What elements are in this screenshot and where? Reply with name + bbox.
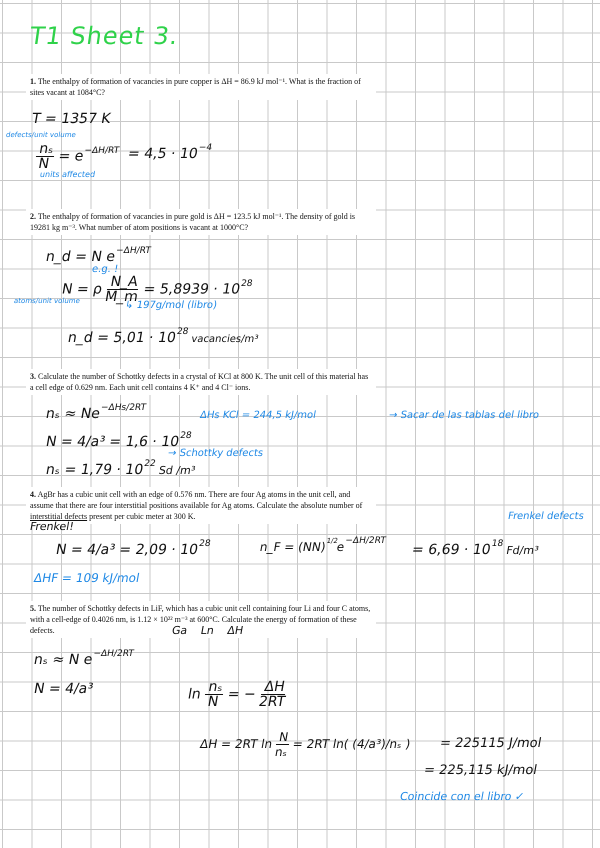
p4-nf-result: = $6,69 \cdot 10^{18}$ Fd/m³ [410,539,540,558]
p5-dh-result-kj: = 225,115 kJ/mol [422,763,539,778]
p4-line1: $N = 4/a^3 = 2,09 \cdot 10^{28}$ [54,539,212,558]
p1-label-bottom: units affected [39,170,96,179]
p4-frenkel-label: Frenkel! [28,520,75,533]
problem-2 [26,209,376,235]
p1-label-top: defects/unit volume [5,131,77,139]
p5-dh-equation: ΔH = 2RT ln $\frac{N}{\text{nₛ}}$ = 2RT ln( (4/a³)/nₛ ) [198,730,412,759]
problem-2-text: The enthalpy of formation of vacancies in pure gold is ΔH = 123.5 kJ mol⁻¹. The density of gold is 19281 kg m⁻³. What number of atom positions is vacant at 1000°C? [30,212,356,232]
p1-temperature: T = 1357 K [30,111,112,127]
p4-frenkel-note: Frenkel defects [507,511,585,522]
problem-5-number: 5. [30,604,36,613]
p2-avogadro-note: e.g. ! [91,264,120,275]
problem-1-number: 1. [30,77,36,86]
p5-dh-result: = 225115 J/mol [438,736,543,751]
p5-under-notes: Ga Ln ΔH [170,624,245,637]
p5-line1: nₛ ≈ N $e^{-\Delta H/2RT}$ [32,649,135,668]
p3-schottky-note: → Schottky defects [167,448,265,459]
p2-line3: n_d = $5,01 \cdot 10^{28}$ vacancies/m³ [66,327,260,346]
p2-left-note: atoms/unit volume [13,297,81,305]
p3-line2: $N = 4/a^3 = 1,6 \cdot 10^{28}$ [44,431,193,450]
problem-1 [26,74,376,100]
p2-line1: n_d = N $e^{-\Delta H/RT}$ [44,246,152,265]
p1-result: = $4,5 \cdot 10^{-4}$ [126,143,213,162]
p2-line2: N = ρ $\frac{N\_A}{M\_m}$ = $5,8939 \cdot 10^{28}$ [60,274,254,305]
problem-3 [26,369,376,395]
p2-fraction: $\frac{N\_A}{M\_m}$ [103,274,140,305]
p1-equation: $\frac{\text{nₛ}}{N}$ = $e^{-\Delta H/RT}$ [33,142,120,171]
problem-4-number: 4. [30,490,36,499]
problem-4-text-before: AgBr has a cubic unit cell with an edge of 0.576 nm. There are four Ag atoms in the unit cell, and assume that there are four interstitial positions available for Ag atoms. Calculate the absolute number of [30,490,363,510]
p5-ln-equation: ln $\frac{\text{nₛ}}{N}$ = − $\frac{\Delta H}{2RT}$ [186,679,287,710]
p4-dh: ΔHF = 109 kJ/mol [32,571,141,585]
p3-line1: $n_s \approx Ne^{-\Delta Hs/2RT}$ [44,403,147,422]
problem-2-number: 2. [30,212,36,221]
p1-fraction: $\frac{\text{nₛ}}{N}$ [37,141,55,172]
problem-1-text: The enthalpy of formation of vacancies in pure copper is ΔH = 86.9 kJ mol⁻¹. What is the fraction of sites vacant at 1084°C? [30,77,361,97]
p3-dh-note: ΔHs KCl = 244,5 kJ/mol [199,410,317,421]
p2-molar-note: ↳ 197g/mol (libro) [124,300,218,311]
p5-coincide-note: Coincide con el libro ✓ [398,790,526,803]
p3-arrow-note: → Sacar de las tablas del libro [388,410,540,421]
p5-line2: N = 4/a³ [32,681,95,697]
sheet-title: T1 Sheet 3. [28,22,181,50]
problem-3-number: 3. [30,372,36,381]
p4-nf-equation: n_F = $(NN)^{1/2}e^{-\Delta H/2RT}$ [258,536,387,554]
problem-4 [26,487,376,524]
problem-5-text: The number of Schottky defects in LiF, which has a cubic unit cell containing four Li and four C atoms, with a cell-edge of 0.4026 nm, is 1.12 × 10²² m⁻³ at 600°C. Calculate the energy of formation of these defects. [30,604,371,635]
problem-4-text-underlined: interstitial defects [30,512,88,521]
problem-3-text: Calculate the number of Schottky defects in a crystal of KCl at 800 K. The unit cell of this material has a cell edge of 0.629 nm. Each unit cell contains 4 K⁺ and 4 Cl⁻ ions. [30,372,369,392]
problem-4-text-after: present per cubic meter at 300 K. [89,512,196,521]
p3-line3: $n_s = 1,79 \cdot 10^{22}$ Sd /m³ [44,459,197,478]
